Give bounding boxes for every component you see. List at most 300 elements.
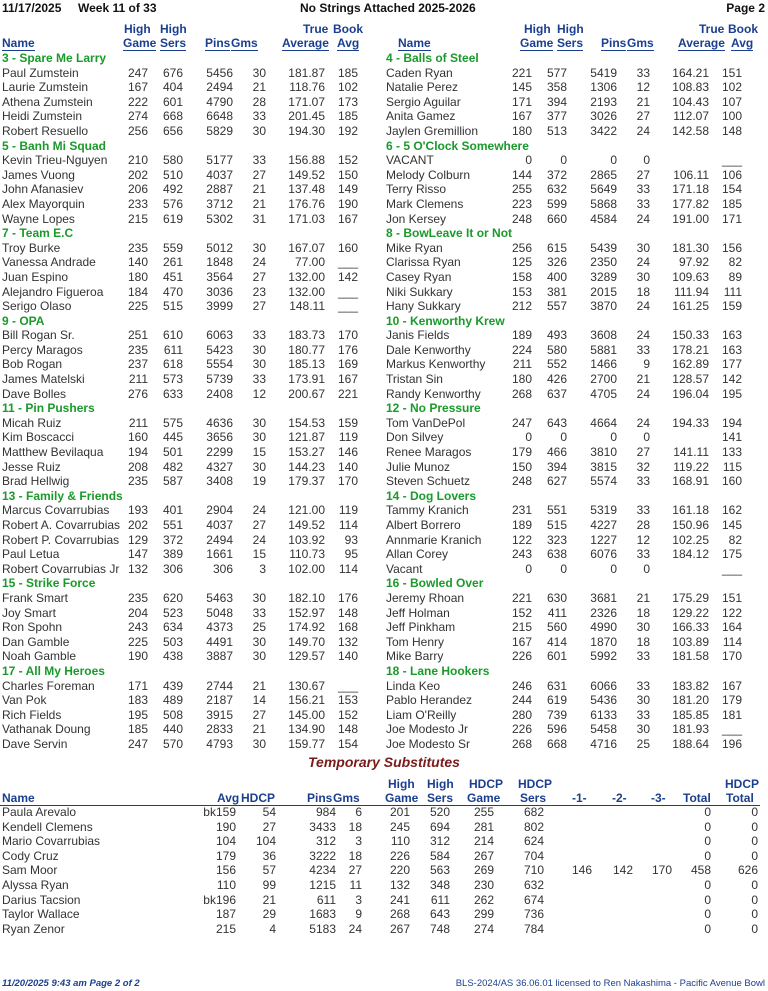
sub-col-avg: Avg bbox=[217, 791, 240, 805]
player-row bbox=[0, 95, 383, 110]
league-name: No Strings Attached 2025-2026 bbox=[300, 1, 476, 15]
sub-hdcp: 99 bbox=[262, 877, 276, 892]
book-average: 196 bbox=[721, 736, 742, 751]
high-game: 280 bbox=[511, 707, 532, 722]
team-title: 12 - No Pressure bbox=[386, 401, 481, 416]
games: 33 bbox=[252, 372, 266, 387]
book-average: 167 bbox=[721, 678, 742, 693]
true-average: 110.73 bbox=[289, 547, 325, 562]
high-series: 634 bbox=[162, 620, 183, 635]
player-row bbox=[0, 299, 383, 314]
pins: 3810 bbox=[590, 445, 617, 460]
book-average: 168 bbox=[337, 620, 358, 635]
sub-hdcp-game: 269 bbox=[473, 863, 494, 878]
pins: 6066 bbox=[590, 678, 617, 693]
player-name: John Afanasiev bbox=[2, 182, 84, 197]
player-name: Niki Sukkary bbox=[386, 284, 453, 299]
sub-games: 3 bbox=[355, 834, 362, 849]
games: 33 bbox=[636, 474, 650, 489]
player-row bbox=[384, 197, 767, 212]
sub-high-series: 584 bbox=[429, 848, 450, 863]
book-average: 140 bbox=[337, 649, 358, 664]
player-name: Robert Covarrubias Jr bbox=[2, 561, 120, 576]
book-average: 141 bbox=[721, 430, 742, 445]
sub-hdcp-series: 710 bbox=[523, 863, 544, 878]
high-series: 676 bbox=[162, 65, 183, 80]
player-row bbox=[0, 285, 383, 300]
player-name: Juan Espino bbox=[2, 269, 69, 284]
true-average: 191.00 bbox=[672, 211, 709, 226]
pins: 1870 bbox=[590, 634, 617, 649]
true-average: 201.45 bbox=[288, 109, 325, 124]
high-game: 153 bbox=[511, 284, 532, 299]
games: 31 bbox=[252, 211, 266, 226]
true-average: 156.21 bbox=[288, 693, 325, 708]
sub-col-hds-1: HDCP bbox=[518, 777, 553, 791]
high-series: 261 bbox=[162, 255, 183, 270]
sub-games: 18 bbox=[348, 819, 362, 834]
player-name: Clarissa Ryan bbox=[386, 255, 461, 270]
sub-name: Kendell Clemens bbox=[2, 819, 93, 834]
true-average: 171.18 bbox=[672, 182, 709, 197]
games: 12 bbox=[636, 80, 650, 95]
high-game: 152 bbox=[511, 605, 532, 620]
book-average: 163 bbox=[721, 328, 742, 343]
sub-name: Darius Tacsion bbox=[2, 892, 81, 907]
true-average: 194.30 bbox=[288, 123, 325, 138]
high-series: 573 bbox=[162, 372, 183, 387]
sub-game-2: 142 bbox=[612, 863, 633, 878]
pins: 5574 bbox=[590, 474, 617, 489]
sub-avg: bk196 bbox=[203, 892, 236, 907]
col-high-sers-1: High bbox=[160, 22, 187, 36]
book-average: 140 bbox=[337, 459, 358, 474]
true-average: 106.11 bbox=[673, 167, 709, 182]
pins: 5554 bbox=[206, 357, 233, 372]
player-row bbox=[0, 649, 383, 664]
high-series: 438 bbox=[162, 649, 183, 664]
pins: 3026 bbox=[590, 109, 617, 124]
col-high-game-1: High bbox=[524, 22, 551, 36]
high-series: 577 bbox=[546, 65, 567, 80]
true-average: 109.63 bbox=[672, 269, 709, 284]
high-series: 601 bbox=[162, 94, 183, 109]
high-series: 394 bbox=[546, 94, 567, 109]
true-average: 134.90 bbox=[288, 722, 325, 737]
true-average: 173.91 bbox=[288, 372, 325, 387]
book-average: 190 bbox=[337, 196, 358, 211]
high-game: 180 bbox=[511, 372, 532, 387]
pins: 4705 bbox=[590, 386, 617, 401]
player-row bbox=[0, 679, 383, 694]
book-average: 171 bbox=[721, 211, 742, 226]
book-average: 150 bbox=[337, 167, 358, 182]
sub-avg: bk159 bbox=[203, 805, 236, 819]
high-game: 140 bbox=[127, 255, 148, 270]
sub-name: Cody Cruz bbox=[2, 848, 59, 863]
games: 9 bbox=[643, 357, 650, 372]
book-average: 152 bbox=[337, 153, 358, 168]
high-series: 631 bbox=[546, 678, 567, 693]
player-name: Jesse Ruiz bbox=[2, 459, 61, 474]
sub-col-gms: Gms bbox=[333, 791, 360, 805]
player-name: Bob Rogan bbox=[2, 357, 63, 372]
high-game: 125 bbox=[511, 255, 532, 270]
sub-avg: 190 bbox=[215, 819, 236, 834]
games: 24 bbox=[636, 299, 650, 314]
sub-high-game: 245 bbox=[389, 819, 410, 834]
pins: 2299 bbox=[206, 445, 233, 460]
player-row bbox=[0, 328, 383, 343]
player-name: Tristan Sin bbox=[386, 372, 443, 387]
high-series: 510 bbox=[162, 167, 183, 182]
team-title: 11 - Pin Pushers bbox=[2, 401, 95, 416]
sub-col-name: Name bbox=[2, 791, 35, 805]
player-row bbox=[0, 109, 383, 124]
true-average: 149.52 bbox=[288, 167, 325, 182]
high-series: 493 bbox=[546, 328, 567, 343]
true-average: 149.70 bbox=[288, 634, 325, 649]
player-row bbox=[384, 635, 767, 650]
games: 30 bbox=[252, 736, 266, 751]
book-average: 119 bbox=[338, 430, 358, 445]
player-row bbox=[0, 547, 383, 562]
games: 28 bbox=[252, 94, 266, 109]
true-average: 174.92 bbox=[288, 620, 325, 635]
substitute-row bbox=[0, 907, 768, 922]
sub-high-game: 226 bbox=[389, 848, 410, 863]
sub-col-hs-2: Sers bbox=[427, 791, 454, 805]
high-game: 122 bbox=[511, 532, 532, 547]
player-row bbox=[384, 460, 767, 475]
high-series: 492 bbox=[162, 182, 183, 197]
player-row bbox=[0, 212, 383, 227]
sub-game-1: 146 bbox=[571, 863, 592, 878]
player-name: Joy Smart bbox=[2, 605, 57, 620]
high-game: 208 bbox=[127, 459, 148, 474]
high-game: 235 bbox=[127, 474, 148, 489]
high-game: 246 bbox=[511, 678, 532, 693]
team-title: 8 - BowLeave It or Not bbox=[386, 226, 513, 241]
col-book-1: Book bbox=[333, 22, 363, 36]
high-game: 194 bbox=[127, 445, 148, 460]
player-row bbox=[384, 445, 767, 460]
true-average: 166.33 bbox=[672, 620, 709, 635]
player-row bbox=[0, 503, 383, 518]
player-name: Robert Resuello bbox=[2, 123, 89, 138]
player-row bbox=[384, 372, 767, 387]
player-row bbox=[0, 591, 383, 606]
games: 30 bbox=[636, 240, 650, 255]
player-row bbox=[384, 737, 767, 752]
sub-hdcp-game: 230 bbox=[473, 877, 494, 892]
player-row bbox=[0, 722, 383, 737]
player-name: Robert A. Covarrubias bbox=[2, 518, 121, 532]
high-game: 248 bbox=[511, 211, 532, 226]
book-average: 122 bbox=[721, 605, 742, 620]
games: 30 bbox=[252, 240, 266, 255]
player-name: Matthew Bevilaqua bbox=[2, 445, 104, 460]
subs-header bbox=[0, 778, 768, 804]
player-name: Charles Foreman bbox=[2, 678, 95, 693]
sub-col-hdg-1: HDCP bbox=[469, 777, 504, 791]
book-average: 111 bbox=[723, 284, 742, 299]
book-average: 185 bbox=[337, 109, 358, 124]
player-row bbox=[0, 182, 383, 197]
team-title: 18 - Lane Hookers bbox=[386, 663, 490, 678]
high-series: 381 bbox=[546, 284, 567, 299]
sub-avg: 156 bbox=[215, 863, 236, 878]
high-game: 221 bbox=[511, 590, 532, 605]
true-average: 194.33 bbox=[672, 415, 709, 430]
book-average: 114 bbox=[722, 634, 742, 649]
games: 24 bbox=[636, 415, 650, 430]
high-game: 243 bbox=[511, 547, 532, 562]
true-average: 168.91 bbox=[672, 474, 709, 489]
book-average: 185 bbox=[337, 65, 358, 80]
player-name: Mark Clemens bbox=[386, 196, 464, 211]
player-name: Pablo Herandez bbox=[386, 693, 473, 708]
team-title: 17 - All My Heroes bbox=[2, 663, 105, 678]
high-series: 440 bbox=[162, 722, 183, 737]
sub-high-game: 220 bbox=[389, 863, 410, 878]
high-series: 656 bbox=[162, 123, 183, 138]
pins: 5739 bbox=[206, 372, 233, 387]
high-game: 215 bbox=[511, 620, 532, 635]
true-average: 103.89 bbox=[672, 634, 709, 649]
player-name: Wayne Lopes bbox=[2, 211, 75, 226]
sub-hdcp: 27 bbox=[262, 819, 276, 834]
player-name: Van Pok bbox=[2, 693, 47, 708]
high-series: 326 bbox=[546, 255, 567, 270]
pins: 5649 bbox=[590, 182, 617, 197]
pins: 4227 bbox=[590, 518, 617, 532]
true-average: 149.52 bbox=[288, 518, 325, 532]
sub-total: 0 bbox=[704, 921, 711, 936]
high-series: 426 bbox=[546, 372, 567, 387]
col-book-2: Avg bbox=[337, 36, 360, 50]
player-name: Ron Spohn bbox=[2, 620, 63, 635]
sub-hdcp-game: 281 bbox=[473, 819, 494, 834]
book-average: 82 bbox=[728, 532, 742, 547]
high-game: 0 bbox=[525, 430, 532, 445]
team-title: 3 - Spare Me Larry bbox=[2, 51, 107, 65]
book-average: 148 bbox=[337, 605, 358, 620]
pins: 4716 bbox=[590, 736, 617, 751]
games: 33 bbox=[636, 707, 650, 722]
high-game: 147 bbox=[127, 547, 148, 562]
true-average: 148.11 bbox=[289, 299, 325, 314]
games: 19 bbox=[252, 474, 266, 489]
player-row bbox=[384, 124, 767, 139]
player-name: Julie Munoz bbox=[386, 459, 451, 474]
player-name: Jaylen Gremillion bbox=[386, 123, 479, 138]
sub-game-3: 170 bbox=[651, 863, 672, 878]
true-average: 119.22 bbox=[673, 459, 709, 474]
book-average: ___ bbox=[337, 255, 358, 270]
player-name: Don Silvey bbox=[386, 430, 444, 445]
pins: 4037 bbox=[206, 518, 233, 532]
player-name: Serigo Olaso bbox=[2, 299, 72, 314]
high-series: 445 bbox=[162, 430, 183, 445]
sub-hdcp-total: 0 bbox=[751, 877, 758, 892]
book-average: 159 bbox=[721, 299, 742, 314]
high-game: 225 bbox=[127, 634, 148, 649]
player-name: Robert P. Covarrubias bbox=[2, 532, 120, 547]
high-series: 0 bbox=[560, 430, 567, 445]
sub-hdcp: 29 bbox=[262, 907, 276, 922]
games: 18 bbox=[636, 605, 650, 620]
book-average: 133 bbox=[721, 445, 742, 460]
pins: 5319 bbox=[590, 503, 617, 518]
sub-games: 24 bbox=[348, 921, 362, 936]
sub-total: 0 bbox=[704, 877, 711, 892]
player-name: Paul Letua bbox=[2, 547, 60, 562]
high-game: 150 bbox=[511, 459, 532, 474]
games: 30 bbox=[252, 65, 266, 80]
pins: 5868 bbox=[590, 196, 617, 211]
sub-col-g1: -1- bbox=[572, 791, 587, 805]
report-header bbox=[0, 0, 768, 16]
true-average: 150.96 bbox=[672, 518, 709, 532]
games: 0 bbox=[643, 153, 650, 168]
report-date: 11/17/2025 bbox=[2, 1, 62, 15]
player-row bbox=[0, 241, 383, 256]
high-series: 439 bbox=[162, 678, 183, 693]
pins: 1227 bbox=[590, 532, 617, 547]
games: 21 bbox=[252, 182, 266, 197]
book-average: 148 bbox=[337, 722, 358, 737]
games: 33 bbox=[636, 649, 650, 664]
player-name: Terry Risso bbox=[386, 182, 447, 197]
sub-games: 9 bbox=[355, 907, 362, 922]
pins: 6063 bbox=[206, 328, 233, 343]
high-series: 552 bbox=[546, 357, 567, 372]
book-average: 152 bbox=[337, 707, 358, 722]
player-row bbox=[384, 270, 767, 285]
player-row bbox=[0, 255, 383, 270]
sub-high-game: 267 bbox=[389, 921, 410, 936]
player-name: Percy Maragos bbox=[2, 342, 83, 357]
player-row bbox=[384, 241, 767, 256]
player-row bbox=[384, 95, 767, 110]
player-name: James Matelski bbox=[2, 372, 85, 387]
player-name: Vacant bbox=[386, 561, 423, 576]
games: 18 bbox=[636, 284, 650, 299]
high-game: 251 bbox=[127, 328, 148, 343]
true-average: 130.67 bbox=[288, 678, 325, 693]
games: 30 bbox=[636, 620, 650, 635]
high-game: 243 bbox=[127, 620, 148, 635]
high-game: 226 bbox=[511, 722, 532, 737]
pins: 4793 bbox=[206, 736, 233, 751]
high-game: 247 bbox=[127, 65, 148, 80]
sub-total: 0 bbox=[704, 805, 711, 819]
sub-col-hs-1: High bbox=[427, 777, 454, 791]
true-average: 183.73 bbox=[288, 328, 325, 343]
week-label: Week 11 of 33 bbox=[78, 1, 157, 15]
high-series: 358 bbox=[546, 80, 567, 95]
team-title: 5 - Banh Mi Squad bbox=[2, 138, 107, 153]
true-average: 154.53 bbox=[288, 415, 325, 430]
true-average: 161.18 bbox=[672, 503, 709, 518]
true-average: 132.00 bbox=[288, 284, 325, 299]
sub-name: Sam Moor bbox=[2, 863, 58, 878]
pins: 3422 bbox=[590, 123, 617, 138]
player-name: Micah Ruiz bbox=[2, 415, 62, 430]
sub-pins: 4234 bbox=[309, 863, 336, 878]
pins: 3036 bbox=[206, 284, 233, 299]
pins: 2744 bbox=[206, 678, 233, 693]
high-series: 551 bbox=[162, 518, 183, 532]
true-average: 103.92 bbox=[288, 532, 325, 547]
player-name: Jeff Pinkham bbox=[386, 620, 456, 635]
high-game: 211 bbox=[128, 372, 148, 387]
games: 24 bbox=[636, 255, 650, 270]
sub-col-ht-1: HDCP bbox=[725, 777, 760, 791]
high-game: 231 bbox=[511, 503, 532, 518]
high-game: 206 bbox=[127, 182, 148, 197]
high-series: 668 bbox=[162, 109, 183, 124]
high-game: 184 bbox=[127, 284, 148, 299]
true-average: 121.00 bbox=[288, 503, 325, 518]
true-average: 97.92 bbox=[678, 255, 709, 270]
high-game: 215 bbox=[127, 211, 148, 226]
player-name: Dave Servin bbox=[2, 736, 68, 751]
player-name: Kevin Trieu-Nguyen bbox=[2, 153, 108, 168]
book-average: 169 bbox=[337, 357, 358, 372]
book-average: 154 bbox=[337, 736, 358, 751]
player-row bbox=[384, 620, 767, 635]
high-game: 0 bbox=[525, 153, 532, 168]
player-name: Mike Barry bbox=[386, 649, 444, 664]
high-series: 619 bbox=[162, 211, 183, 226]
book-average: 167 bbox=[337, 372, 358, 387]
high-series: 0 bbox=[560, 153, 567, 168]
player-row bbox=[384, 168, 767, 183]
high-series: 489 bbox=[162, 693, 183, 708]
sub-high-series: 643 bbox=[429, 907, 450, 922]
sub-avg: 187 bbox=[215, 907, 236, 922]
high-series: 668 bbox=[546, 736, 567, 751]
book-average: 176 bbox=[337, 590, 358, 605]
player-row bbox=[0, 708, 383, 723]
team-title: 16 - Bowled Over bbox=[386, 576, 484, 591]
true-average: 144.23 bbox=[288, 459, 325, 474]
player-row bbox=[384, 299, 767, 314]
high-series: 576 bbox=[162, 196, 183, 211]
high-game: 180 bbox=[127, 269, 148, 284]
book-average: 95 bbox=[344, 547, 358, 562]
true-average: 177.82 bbox=[672, 196, 709, 211]
games: 24 bbox=[636, 386, 650, 401]
pins: 2326 bbox=[590, 605, 617, 620]
games: 30 bbox=[636, 693, 650, 708]
player-name: Noah Gamble bbox=[2, 649, 77, 664]
sub-high-game: 110 bbox=[390, 834, 410, 849]
games: 0 bbox=[643, 430, 650, 445]
games: 15 bbox=[252, 445, 266, 460]
sub-avg: 104 bbox=[215, 834, 236, 849]
high-game: 247 bbox=[511, 415, 532, 430]
book-average: 164 bbox=[721, 620, 742, 635]
player-name: Natalie Perez bbox=[386, 80, 459, 95]
true-average: 129.22 bbox=[672, 605, 709, 620]
sub-high-series: 312 bbox=[429, 834, 450, 849]
player-name: Marcus Covarrubias bbox=[2, 503, 110, 518]
high-series: 389 bbox=[162, 547, 183, 562]
player-name: Alex Mayorquin bbox=[2, 196, 85, 211]
